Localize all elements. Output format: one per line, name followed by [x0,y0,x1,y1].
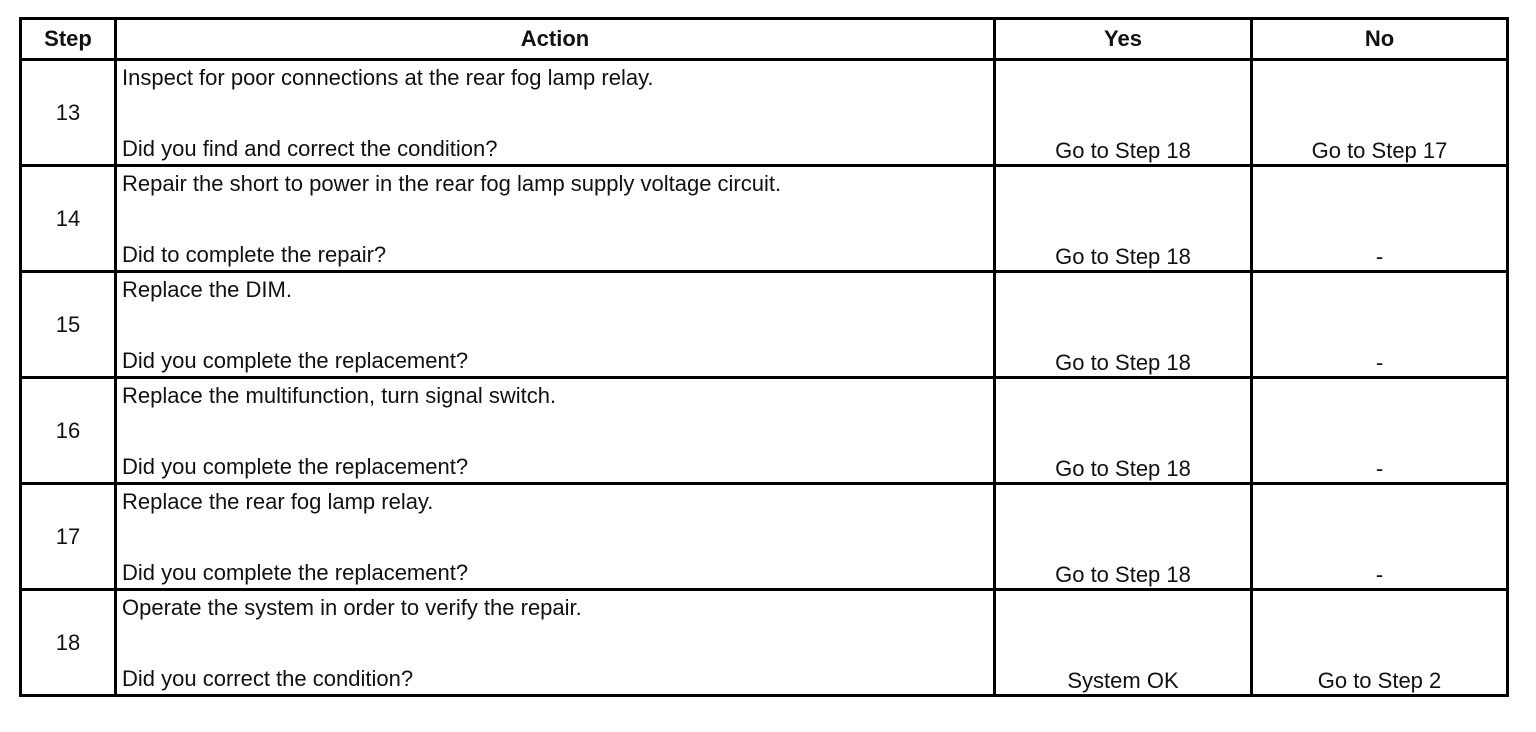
yes-result: Go to Step 18 [995,272,1252,378]
action-text: Inspect for poor connections at the rear fog lamp relay. [122,65,654,90]
table-row [21,378,1508,484]
step-number: 14 [21,166,116,272]
action-text: Replace the multifunction, turn signal switch. [122,383,557,408]
yes-result: Go to Step 18 [995,378,1252,484]
step-number: 17 [21,484,116,590]
action-question: Did you correct the condition? [122,666,414,691]
yes-result: System OK [995,590,1252,696]
no-result: - [1252,378,1508,484]
action-question: Did you complete the replacement? [122,454,469,479]
action-cell [116,166,995,272]
action-text: Replace the DIM. [122,277,292,302]
no-result: Go to Step 2 [1252,590,1508,696]
table-row [21,484,1508,590]
action-cell [116,378,995,484]
diagnostic-table [19,17,1509,697]
table-row [21,590,1508,696]
action-text: Replace the rear fog lamp relay. [122,489,434,514]
action-question: Did you find and correct the condition? [122,136,498,161]
action-question: Did to complete the repair? [122,242,387,267]
step-number: 18 [21,590,116,696]
action-text: Operate the system in order to verify the repair. [122,595,582,620]
action-cell [116,590,995,696]
table-row [21,272,1508,378]
step-number: 15 [21,272,116,378]
table-row [21,166,1508,272]
table-row [21,60,1508,166]
action-question: Did you complete the replacement? [122,560,469,585]
action-cell [116,272,995,378]
action-cell [116,484,995,590]
no-result: Go to Step 17 [1252,60,1508,166]
header-row [21,19,1508,60]
no-result: - [1252,272,1508,378]
yes-result: Go to Step 18 [995,484,1252,590]
action-text: Repair the short to power in the rear fog lamp supply voltage circuit. [122,171,782,196]
header-no: No [1252,19,1508,60]
yes-result: Go to Step 18 [995,166,1252,272]
header-step: Step [21,19,116,60]
no-result: - [1252,166,1508,272]
action-question: Did you complete the replacement? [122,348,469,373]
step-number: 16 [21,378,116,484]
header-yes: Yes [995,19,1252,60]
step-number: 13 [21,60,116,166]
yes-result: Go to Step 18 [995,60,1252,166]
no-result: - [1252,484,1508,590]
action-cell [116,60,995,166]
header-action: Action [116,19,995,60]
